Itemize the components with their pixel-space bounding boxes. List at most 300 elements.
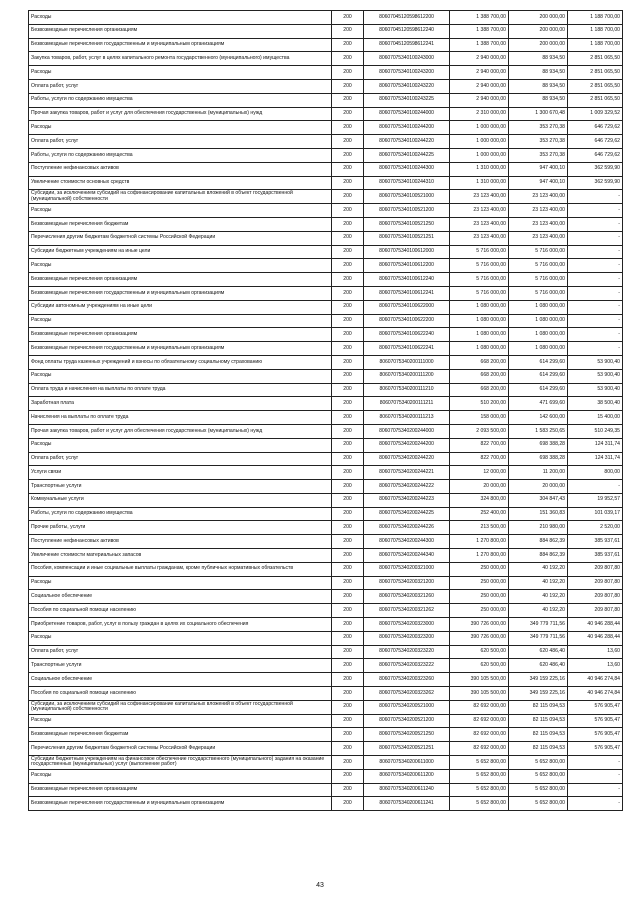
table-row — [29, 493, 623, 507]
executed-amount-cell: 304 847,43 — [509, 493, 568, 507]
row-name-cell: Коммунальные услуги — [29, 493, 332, 507]
budget-code-cell: 80607075340100244300 — [364, 162, 450, 176]
row-code-cell: 200 — [332, 176, 364, 190]
executed-amount-cell: 23 123 400,00 — [509, 204, 568, 218]
unexecuted-amount-cell: - — [568, 245, 623, 259]
row-code-cell: 200 — [332, 107, 364, 121]
executed-amount-cell: 40 192,20 — [509, 590, 568, 604]
row-code-cell: 200 — [332, 438, 364, 452]
approved-amount-cell: 5 716 000,00 — [450, 259, 509, 273]
unexecuted-amount-cell: 53 900,40 — [568, 355, 623, 369]
table-row — [29, 549, 623, 563]
approved-amount-cell: 1 388 700,00 — [450, 38, 509, 52]
budget-code-cell: 80607075340100244200 — [364, 121, 450, 135]
executed-amount-cell: 82 115 094,53 — [509, 714, 568, 728]
unexecuted-amount-cell: - — [568, 217, 623, 231]
row-code-cell: 200 — [332, 355, 364, 369]
executed-amount-cell: 82 115 094,53 — [509, 728, 568, 742]
row-code-cell: 200 — [332, 245, 364, 259]
executed-amount-cell: 947 400,10 — [509, 162, 568, 176]
table-row — [29, 728, 623, 742]
row-name-cell: Расходы — [29, 314, 332, 328]
executed-amount-cell: 1 080 000,00 — [509, 342, 568, 356]
approved-amount-cell: 5 652 800,00 — [450, 783, 509, 797]
table-row — [29, 231, 623, 245]
row-code-cell: 200 — [332, 259, 364, 273]
row-name-cell: Перечисления другим бюджетам бюджетной системы Российской Федерации — [29, 742, 332, 756]
budget-code-cell: 80607075340200323220 — [364, 645, 450, 659]
budget-code-cell: 80607075340200244222 — [364, 480, 450, 494]
row-code-cell: 200 — [332, 631, 364, 645]
executed-amount-cell: 1 080 000,00 — [509, 314, 568, 328]
executed-amount-cell: 88 934,50 — [509, 93, 568, 107]
table-row — [29, 411, 623, 425]
unexecuted-amount-cell: - — [568, 259, 623, 273]
row-code-cell: 200 — [332, 424, 364, 438]
budget-code-cell: 80607075340200244300 — [364, 535, 450, 549]
row-code-cell: 200 — [332, 466, 364, 480]
budget-code-cell: 80607045120598612241 — [364, 38, 450, 52]
approved-amount-cell: 250 000,00 — [450, 590, 509, 604]
row-name-cell: Безвозмездные перечисления организациям — [29, 783, 332, 797]
row-name-cell: Поступление нефинансовых активов — [29, 162, 332, 176]
budget-code-cell: 80607075340200611240 — [364, 783, 450, 797]
row-name-cell: Безвозмездные перечисления организациям — [29, 328, 332, 342]
approved-amount-cell: 82 692 000,00 — [450, 742, 509, 756]
table-row — [29, 52, 623, 66]
table-row — [29, 424, 623, 438]
row-name-cell: Пособия по социальной помощи населению — [29, 604, 332, 618]
approved-amount-cell: 390 726 000,00 — [450, 618, 509, 632]
budget-code-cell: 80607075340200111000 — [364, 355, 450, 369]
unexecuted-amount-cell: - — [568, 286, 623, 300]
approved-amount-cell: 23 123 400,00 — [450, 217, 509, 231]
unexecuted-amount-cell: 40 946 274,84 — [568, 673, 623, 687]
budget-code-cell: 80607075340200244221 — [364, 466, 450, 480]
row-name-cell: Оплата работ, услуг — [29, 135, 332, 149]
unexecuted-amount-cell: 576 905,47 — [568, 728, 623, 742]
approved-amount-cell: 5 652 800,00 — [450, 756, 509, 770]
table-row — [29, 466, 623, 480]
table-row — [29, 135, 623, 149]
row-name-cell: Пособия, компенсации и иные социальные выплаты гражданам, кроме публичных нормативных обязательств — [29, 562, 332, 576]
row-code-cell: 200 — [332, 162, 364, 176]
row-code-cell: 200 — [332, 645, 364, 659]
unexecuted-amount-cell: - — [568, 342, 623, 356]
budget-code-cell: 80607075340200321262 — [364, 604, 450, 618]
row-name-cell: Социальное обеспечение — [29, 590, 332, 604]
approved-amount-cell: 1 000 000,00 — [450, 135, 509, 149]
budget-code-cell: 80607075340100244000 — [364, 107, 450, 121]
row-code-cell: 200 — [332, 38, 364, 52]
unexecuted-amount-cell: 40 946 288,44 — [568, 631, 623, 645]
row-name-cell: Прочая закупка товаров, работ и услуг для обеспечения государственных (муниципальных) нужд — [29, 107, 332, 121]
approved-amount-cell: 390 105 500,00 — [450, 687, 509, 701]
approved-amount-cell: 20 000,00 — [450, 480, 509, 494]
table-row — [29, 190, 623, 204]
row-name-cell: Безвозмездные перечисления организациям — [29, 273, 332, 287]
approved-amount-cell: 1 388 700,00 — [450, 11, 509, 25]
row-name-cell: Закупка товаров, работ, услуг в целях капитального ремонта государственного (муниципального) имущества — [29, 52, 332, 66]
executed-amount-cell: 5 652 800,00 — [509, 783, 568, 797]
unexecuted-amount-cell: 646 729,62 — [568, 148, 623, 162]
unexecuted-amount-cell: - — [568, 480, 623, 494]
table-row — [29, 383, 623, 397]
approved-amount-cell: 620 500,00 — [450, 659, 509, 673]
unexecuted-amount-cell: 209 807,80 — [568, 562, 623, 576]
row-name-cell: Прочие работы, услуги — [29, 521, 332, 535]
executed-amount-cell: 82 115 094,53 — [509, 700, 568, 714]
row-name-cell: Расходы — [29, 11, 332, 25]
approved-amount-cell: 12 000,00 — [450, 466, 509, 480]
row-code-cell: 200 — [332, 700, 364, 714]
unexecuted-amount-cell: 2 851 065,50 — [568, 66, 623, 80]
unexecuted-amount-cell: - — [568, 300, 623, 314]
unexecuted-amount-cell: 209 807,80 — [568, 590, 623, 604]
budget-code-cell: 80607075340100244220 — [364, 135, 450, 149]
row-name-cell: Оплата работ, услуг — [29, 79, 332, 93]
approved-amount-cell: 822 700,00 — [450, 438, 509, 452]
approved-amount-cell: 1 000 000,00 — [450, 121, 509, 135]
unexecuted-amount-cell: 2 851 065,50 — [568, 52, 623, 66]
budget-code-cell: 80607075340200244226 — [364, 521, 450, 535]
unexecuted-amount-cell: 40 946 288,44 — [568, 618, 623, 632]
budget-code-cell: 80607075340100244225 — [364, 148, 450, 162]
row-code-cell: 200 — [332, 590, 364, 604]
table-row — [29, 618, 623, 632]
row-code-cell: 200 — [332, 273, 364, 287]
row-code-cell: 200 — [332, 673, 364, 687]
table-row — [29, 38, 623, 52]
table-row — [29, 700, 623, 714]
row-name-cell: Расходы — [29, 631, 332, 645]
table-row — [29, 286, 623, 300]
row-name-cell: Транспортные услуги — [29, 480, 332, 494]
table-row — [29, 342, 623, 356]
budget-code-cell: 80607075340100521250 — [364, 217, 450, 231]
executed-amount-cell: 349 159 225,16 — [509, 687, 568, 701]
table-row — [29, 576, 623, 590]
budget-code-cell: 80607075340200611000 — [364, 756, 450, 770]
approved-amount-cell: 1 080 000,00 — [450, 342, 509, 356]
budget-code-cell: 80607075340200111213 — [364, 411, 450, 425]
row-code-cell: 200 — [332, 286, 364, 300]
row-code-cell: 200 — [332, 217, 364, 231]
row-name-cell: Работы, услуги по содержанию имущества — [29, 93, 332, 107]
row-name-cell: Приобретение товаров, работ, услуг в пользу граждан в целях их социального обеспечения — [29, 618, 332, 632]
approved-amount-cell: 213 500,00 — [450, 521, 509, 535]
unexecuted-amount-cell: 124 311,74 — [568, 438, 623, 452]
executed-amount-cell: 884 862,39 — [509, 535, 568, 549]
approved-amount-cell: 5 652 800,00 — [450, 797, 509, 811]
table-row — [29, 521, 623, 535]
table-row — [29, 673, 623, 687]
unexecuted-amount-cell: 800,00 — [568, 466, 623, 480]
budget-code-cell: 80607075340200244200 — [364, 438, 450, 452]
executed-amount-cell: 210 980,00 — [509, 521, 568, 535]
budget-code-cell: 80607045120598612200 — [364, 11, 450, 25]
budget-code-cell: 80607075340200244220 — [364, 452, 450, 466]
budget-code-cell: 80607075340200244223 — [364, 493, 450, 507]
unexecuted-amount-cell: - — [568, 190, 623, 204]
row-name-cell: Оплата работ, услуг — [29, 645, 332, 659]
row-code-cell: 200 — [332, 549, 364, 563]
row-code-cell: 200 — [332, 328, 364, 342]
table-row — [29, 11, 623, 25]
table-row — [29, 314, 623, 328]
budget-code-cell: 80607075340200321200 — [364, 576, 450, 590]
executed-amount-cell: 1 300 670,48 — [509, 107, 568, 121]
row-code-cell: 200 — [332, 480, 364, 494]
approved-amount-cell: 324 800,00 — [450, 493, 509, 507]
approved-amount-cell: 23 123 400,00 — [450, 204, 509, 218]
table-row — [29, 24, 623, 38]
executed-amount-cell: 698 388,28 — [509, 438, 568, 452]
row-name-cell: Увеличение стоимости основных средств — [29, 176, 332, 190]
row-name-cell: Расходы — [29, 714, 332, 728]
approved-amount-cell: 668 200,00 — [450, 383, 509, 397]
unexecuted-amount-cell: - — [568, 273, 623, 287]
executed-amount-cell: 349 779 711,56 — [509, 631, 568, 645]
row-name-cell: Субсидии бюджетным учреждениям на иные цели — [29, 245, 332, 259]
row-name-cell: Работы, услуги по содержанию имущества — [29, 507, 332, 521]
row-name-cell: Поступление нефинансовых активов — [29, 535, 332, 549]
executed-amount-cell: 82 115 094,53 — [509, 742, 568, 756]
budget-code-cell: 80607075340100622240 — [364, 328, 450, 342]
unexecuted-amount-cell: 124 311,74 — [568, 452, 623, 466]
unexecuted-amount-cell: - — [568, 314, 623, 328]
row-code-cell: 200 — [332, 452, 364, 466]
executed-amount-cell: 349 779 711,56 — [509, 618, 568, 632]
budget-code-cell: 80607075340100612240 — [364, 273, 450, 287]
table-row — [29, 93, 623, 107]
row-code-cell: 200 — [332, 411, 364, 425]
approved-amount-cell: 5 716 000,00 — [450, 286, 509, 300]
table-row — [29, 79, 623, 93]
row-name-cell: Социальное обеспечение — [29, 673, 332, 687]
row-code-cell: 200 — [332, 714, 364, 728]
executed-amount-cell: 23 123 400,00 — [509, 231, 568, 245]
row-name-cell: Безвозмездные перечисления государственным и муниципальным организациям — [29, 286, 332, 300]
row-code-cell: 200 — [332, 369, 364, 383]
row-code-cell: 200 — [332, 300, 364, 314]
row-name-cell: Оплата работ, услуг — [29, 452, 332, 466]
approved-amount-cell: 2 940 000,00 — [450, 93, 509, 107]
table-row — [29, 590, 623, 604]
budget-code-cell: 80607075340200521200 — [364, 714, 450, 728]
row-name-cell: Прочая закупка товаров, работ и услуг для обеспечения государственных (муниципальных) нужд — [29, 424, 332, 438]
executed-amount-cell: 884 862,39 — [509, 549, 568, 563]
approved-amount-cell: 390 726 000,00 — [450, 631, 509, 645]
executed-amount-cell: 5 652 800,00 — [509, 769, 568, 783]
budget-code-cell: 80607075340200111210 — [364, 383, 450, 397]
approved-amount-cell: 2 940 000,00 — [450, 79, 509, 93]
unexecuted-amount-cell: 19 952,57 — [568, 493, 623, 507]
row-name-cell: Субсидии бюджетным учреждениям на финансовое обеспечение государственного (муниципального) задания на оказание государственных (муниципальных) услуг (выполнение работ) — [29, 756, 332, 770]
budget-code-cell: 80607075340200323222 — [364, 659, 450, 673]
executed-amount-cell: 614 299,60 — [509, 355, 568, 369]
row-code-cell: 200 — [332, 190, 364, 204]
row-code-cell: 200 — [332, 66, 364, 80]
budget-code-cell: 80607045120598612240 — [364, 24, 450, 38]
approved-amount-cell: 158 000,00 — [450, 411, 509, 425]
budget-code-cell: 80607075340100243000 — [364, 52, 450, 66]
row-code-cell: 200 — [332, 314, 364, 328]
table-body — [29, 11, 623, 811]
row-name-cell: Расходы — [29, 769, 332, 783]
executed-amount-cell: 20 000,00 — [509, 480, 568, 494]
approved-amount-cell: 23 123 400,00 — [450, 231, 509, 245]
table-row — [29, 66, 623, 80]
row-code-cell: 200 — [332, 24, 364, 38]
row-code-cell: 200 — [332, 93, 364, 107]
row-code-cell: 200 — [332, 535, 364, 549]
table-row — [29, 687, 623, 701]
executed-amount-cell: 88 934,50 — [509, 52, 568, 66]
approved-amount-cell: 82 692 000,00 — [450, 700, 509, 714]
table-row — [29, 535, 623, 549]
budget-code-cell: 80607075340200111211 — [364, 397, 450, 411]
budget-code-cell: 80607075340100612241 — [364, 286, 450, 300]
executed-amount-cell: 349 159 225,16 — [509, 673, 568, 687]
unexecuted-amount-cell: - — [568, 328, 623, 342]
row-code-cell: 200 — [332, 797, 364, 811]
table-row — [29, 507, 623, 521]
budget-code-cell: 80607075340100521200 — [364, 204, 450, 218]
executed-amount-cell: 1 583 250,65 — [509, 424, 568, 438]
unexecuted-amount-cell: - — [568, 769, 623, 783]
row-name-cell: Расходы — [29, 576, 332, 590]
row-name-cell: Увеличение стоимости материальных запасов — [29, 549, 332, 563]
row-name-cell: Безвозмездные перечисления бюджетам — [29, 728, 332, 742]
approved-amount-cell: 1 310 000,00 — [450, 176, 509, 190]
budget-code-cell: 80607075340200323200 — [364, 631, 450, 645]
row-code-cell: 200 — [332, 756, 364, 770]
executed-amount-cell: 40 192,20 — [509, 576, 568, 590]
budget-code-cell: 80607075340200611200 — [364, 769, 450, 783]
budget-code-cell: 80607075340200323000 — [364, 618, 450, 632]
table-row — [29, 217, 623, 231]
approved-amount-cell: 5 652 800,00 — [450, 769, 509, 783]
executed-amount-cell: 23 123 400,00 — [509, 190, 568, 204]
table-row — [29, 438, 623, 452]
budget-code-cell: 80607075340100612000 — [364, 245, 450, 259]
approved-amount-cell: 250 000,00 — [450, 562, 509, 576]
unexecuted-amount-cell: 101 039,17 — [568, 507, 623, 521]
budget-code-cell: 80607075340200323262 — [364, 687, 450, 701]
row-code-cell: 200 — [332, 204, 364, 218]
row-name-cell: Расходы — [29, 204, 332, 218]
executed-amount-cell: 200 000,00 — [509, 24, 568, 38]
unexecuted-amount-cell: - — [568, 797, 623, 811]
table-row — [29, 714, 623, 728]
unexecuted-amount-cell: 385 937,61 — [568, 549, 623, 563]
unexecuted-amount-cell: - — [568, 231, 623, 245]
executed-amount-cell: 200 000,00 — [509, 11, 568, 25]
unexecuted-amount-cell: 1 188 700,00 — [568, 11, 623, 25]
row-code-cell: 200 — [332, 231, 364, 245]
row-code-cell: 200 — [332, 783, 364, 797]
row-name-cell: Безвозмездные перечисления государственным и муниципальным организациям — [29, 342, 332, 356]
row-code-cell: 200 — [332, 576, 364, 590]
approved-amount-cell: 1 000 000,00 — [450, 148, 509, 162]
approved-amount-cell: 82 692 000,00 — [450, 728, 509, 742]
executed-amount-cell: 23 123 400,00 — [509, 217, 568, 231]
approved-amount-cell: 668 200,00 — [450, 355, 509, 369]
row-code-cell: 200 — [332, 728, 364, 742]
executed-amount-cell: 620 486,40 — [509, 645, 568, 659]
row-name-cell: Безвозмездные перечисления организациям — [29, 24, 332, 38]
approved-amount-cell: 252 400,00 — [450, 507, 509, 521]
row-code-cell: 200 — [332, 687, 364, 701]
approved-amount-cell: 2 093 500,00 — [450, 424, 509, 438]
executed-amount-cell: 5 716 000,00 — [509, 245, 568, 259]
budget-code-cell: 80607075340200244000 — [364, 424, 450, 438]
row-code-cell: 200 — [332, 121, 364, 135]
page-number: 43 — [316, 882, 324, 889]
approved-amount-cell: 1 080 000,00 — [450, 314, 509, 328]
row-code-cell: 200 — [332, 397, 364, 411]
approved-amount-cell: 1 270 800,00 — [450, 535, 509, 549]
row-code-cell: 200 — [332, 604, 364, 618]
budget-code-cell: 80607075340200244225 — [364, 507, 450, 521]
unexecuted-amount-cell: 13,60 — [568, 659, 623, 673]
budget-code-cell: 80607075340200521000 — [364, 700, 450, 714]
executed-amount-cell: 1 080 000,00 — [509, 300, 568, 314]
row-name-cell: Транспортные услуги — [29, 659, 332, 673]
row-name-cell: Начисления на выплаты по оплате труда — [29, 411, 332, 425]
executed-amount-cell: 353 270,38 — [509, 148, 568, 162]
row-name-cell: Безвозмездные перечисления государственным и муниципальным организациям — [29, 38, 332, 52]
budget-code-cell: 80607075340200321000 — [364, 562, 450, 576]
executed-amount-cell: 5 716 000,00 — [509, 286, 568, 300]
approved-amount-cell: 510 200,00 — [450, 397, 509, 411]
unexecuted-amount-cell: - — [568, 783, 623, 797]
budget-code-cell: 80607075340200244340 — [364, 549, 450, 563]
unexecuted-amount-cell: 40 946 274,84 — [568, 687, 623, 701]
executed-amount-cell: 947 400,10 — [509, 176, 568, 190]
budget-code-cell: 80607075340200321260 — [364, 590, 450, 604]
table-row — [29, 355, 623, 369]
approved-amount-cell: 668 200,00 — [450, 369, 509, 383]
row-code-cell: 200 — [332, 618, 364, 632]
approved-amount-cell: 5 716 000,00 — [450, 245, 509, 259]
budget-code-cell: 80607075340100622200 — [364, 314, 450, 328]
table-row — [29, 259, 623, 273]
budget-code-cell: 80607075340100244310 — [364, 176, 450, 190]
row-name-cell: Расходы — [29, 259, 332, 273]
unexecuted-amount-cell: 53 900,40 — [568, 369, 623, 383]
row-code-cell: 200 — [332, 507, 364, 521]
unexecuted-amount-cell: 362 599,90 — [568, 162, 623, 176]
row-code-cell: 200 — [332, 742, 364, 756]
table-row — [29, 631, 623, 645]
approved-amount-cell: 1 270 800,00 — [450, 549, 509, 563]
unexecuted-amount-cell: 209 807,80 — [568, 576, 623, 590]
table-row — [29, 121, 623, 135]
row-code-cell: 200 — [332, 135, 364, 149]
executed-amount-cell: 88 934,50 — [509, 79, 568, 93]
row-code-cell: 200 — [332, 342, 364, 356]
budget-code-cell: 80607075340200521250 — [364, 728, 450, 742]
row-code-cell: 200 — [332, 11, 364, 25]
table-row — [29, 783, 623, 797]
unexecuted-amount-cell: 576 905,47 — [568, 714, 623, 728]
approved-amount-cell: 250 000,00 — [450, 604, 509, 618]
approved-amount-cell: 2 940 000,00 — [450, 66, 509, 80]
approved-amount-cell: 2 310 000,00 — [450, 107, 509, 121]
budget-code-cell: 80607075340200521251 — [364, 742, 450, 756]
